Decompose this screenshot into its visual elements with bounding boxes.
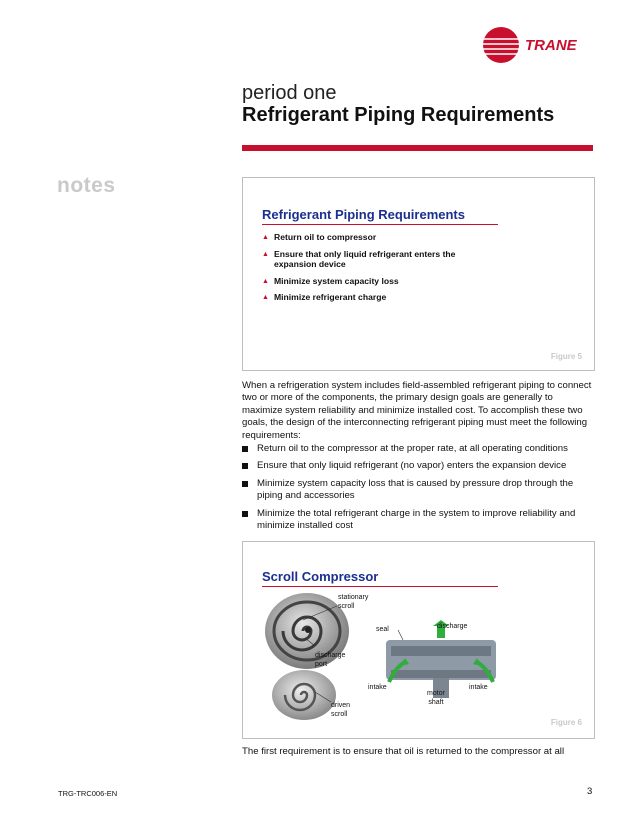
stationary-scroll-label: stationary scroll: [338, 594, 369, 610]
slide-bullet: ▲ Return oil to compressor: [262, 232, 377, 242]
figure-caption: Figure 6: [550, 718, 582, 727]
triangle-bullet-icon: ▲: [262, 234, 269, 241]
discharge-port-label: discharge port: [315, 652, 346, 668]
requirement-item: Minimize the total refrigerant charge in the system to improve reliability and minimize installed cost: [242, 508, 596, 533]
slide-title: Refrigerant Piping Requirements: [262, 207, 465, 222]
requirements-list: [242, 443, 596, 537]
driven-scroll-label: driven scroll: [331, 702, 351, 718]
requirement-item: Minimize system capacity loss that is caused by pressure drop through the piping and accessories: [242, 478, 596, 503]
intake-left-label: intake: [368, 684, 387, 691]
slide-bullet: ▲ Minimize refrigerant charge: [262, 292, 387, 302]
closing-text: The first requirement is to ensure that oil is returned to the compressor at all: [242, 746, 565, 757]
slide-bullet: ▲ Minimize system capacity loss: [262, 275, 399, 286]
requirement-item: Ensure that only liquid refrigerant (no vapor) enters the expansion device: [242, 460, 596, 472]
logo-wordmark: TRANE: [525, 37, 577, 54]
trane-logo: [480, 24, 600, 66]
slide-title: Scroll Compressor: [262, 569, 379, 584]
slide-title-rule: [262, 224, 498, 225]
period-label: period one: [242, 82, 337, 104]
notes-label: notes: [57, 174, 116, 197]
header-rule: [242, 145, 593, 151]
slide-bullet-list: [262, 232, 562, 309]
requirement-item: Return oil to the compressor at the proper rate, at all operating conditions: [242, 443, 596, 455]
square-bullet-icon: [242, 446, 248, 452]
triangle-bullet-icon: ▲: [262, 277, 269, 285]
figure-caption: Figure 5: [550, 352, 582, 361]
square-bullet-icon: [242, 511, 248, 517]
discharge-label: discharge: [437, 623, 468, 630]
triangle-bullet-icon: ▲: [262, 294, 269, 301]
intake-right-label: intake: [469, 684, 488, 691]
slide-bullet: ▲ Ensure that only liquid refrigerant enters the expansion device: [262, 248, 456, 269]
footer-document-id: TRG-TRC006-EN: [58, 789, 118, 798]
square-bullet-icon: [242, 481, 248, 487]
seal-label: seal: [376, 626, 389, 633]
figure-6-slide: [242, 541, 595, 739]
motor-shaft-label: motor shaft: [427, 690, 445, 706]
body-paragraph: When a refrigeration system includes field-assembled refrigerant piping to connect two or more of the components, the primary design goals are generally to maximize system reliability and minimize installed cost. To accomplish these two goals, the design of the interconnecting refrigerant piping must meet the following requirements:: [242, 380, 592, 441]
triangle-bullet-icon: ▲: [262, 250, 269, 258]
page-title: Refrigerant Piping Requirements: [242, 104, 555, 126]
footer-page-number: 3: [587, 786, 593, 797]
square-bullet-icon: [242, 463, 248, 469]
figure-5-slide: [242, 177, 595, 371]
